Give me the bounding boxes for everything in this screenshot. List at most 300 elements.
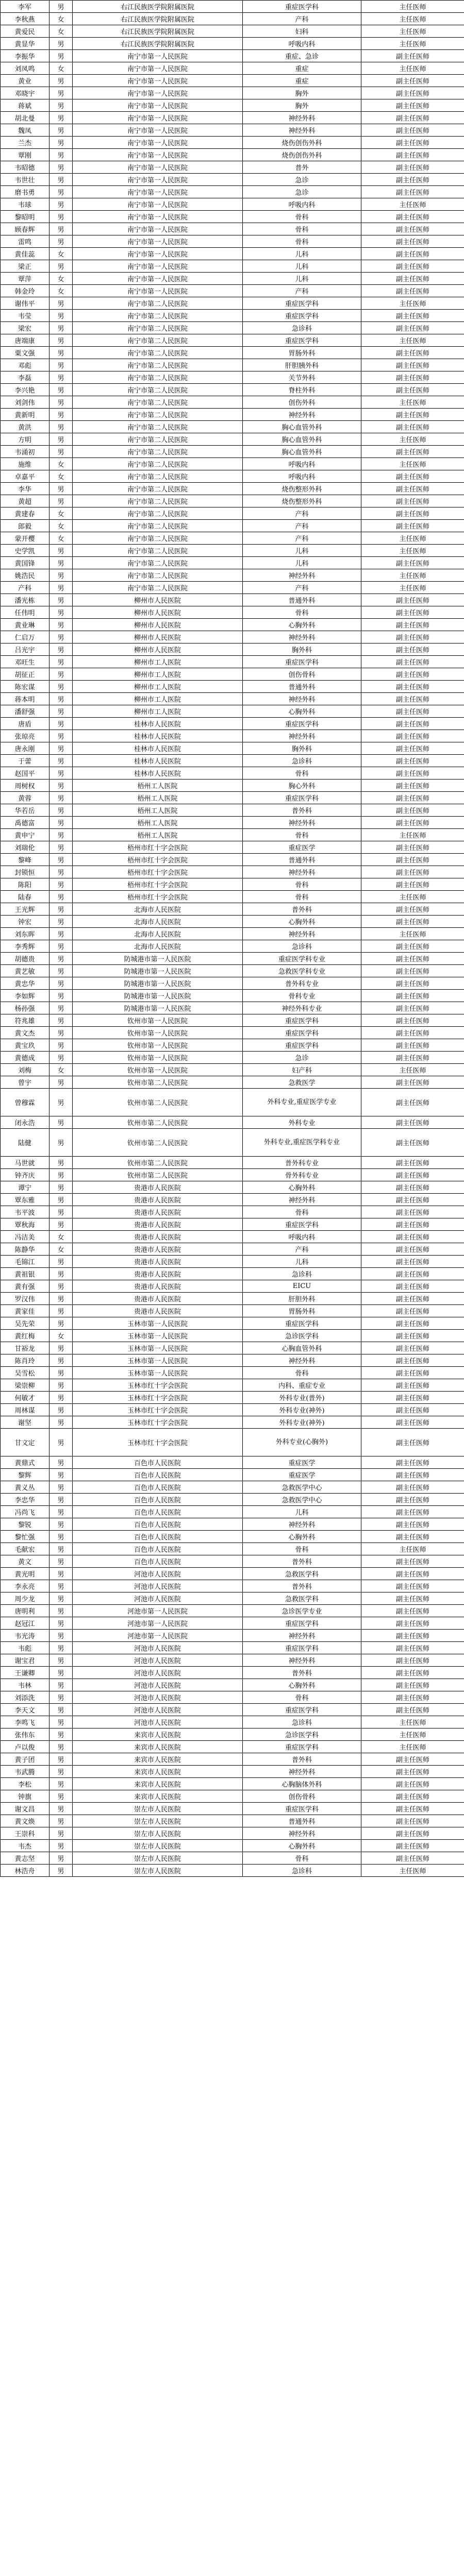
- title-cell: 副主任医师: [361, 421, 464, 433]
- gender-cell: 男: [49, 1654, 73, 1667]
- name-cell: 黄申宁: [1, 829, 49, 841]
- title-cell: 副主任医师: [361, 1354, 464, 1367]
- hospital-cell: 南宁市第一人民医院: [73, 235, 243, 248]
- table-row: [1, 1002, 464, 1014]
- table-row: [1, 594, 464, 606]
- title-cell: 副主任医师: [361, 1852, 464, 1865]
- gender-cell: 男: [49, 1766, 73, 1778]
- name-cell: 吴雪松: [1, 1367, 49, 1379]
- title-cell: 副主任医师: [361, 235, 464, 248]
- hospital-cell: 玉林市第一人民医院: [73, 1330, 243, 1342]
- hospital-cell: 钦州市第一人民医院: [73, 1039, 243, 1052]
- table-row: [1, 1741, 464, 1753]
- name-cell: 韦武腾: [1, 1766, 49, 1778]
- name-cell: 潘光栋: [1, 594, 49, 606]
- department-cell: 神经外科: [243, 1518, 361, 1531]
- title-cell: 副主任医师: [361, 174, 464, 186]
- name-cell: 封锁恒: [1, 866, 49, 878]
- gender-cell: 男: [49, 1367, 73, 1379]
- table-row: [1, 1592, 464, 1605]
- hospital-cell: 玉林市第一人民医院: [73, 1317, 243, 1330]
- department-cell: 神经外科: [243, 569, 361, 582]
- name-cell: 黄德成: [1, 1052, 49, 1064]
- department-cell: 外科专业(神外): [243, 1416, 361, 1429]
- department-cell: 普外科: [243, 1667, 361, 1679]
- hospital-cell: 南宁市第二人民医院: [73, 347, 243, 359]
- name-cell: 韦球: [1, 198, 49, 211]
- hospital-cell: 来宾市人民医院: [73, 1790, 243, 1803]
- department-cell: 外科专业(神外): [243, 1404, 361, 1416]
- department-cell: 重症医学科: [243, 792, 361, 804]
- gender-cell: 男: [49, 718, 73, 730]
- department-cell: 呼吸内科: [243, 1231, 361, 1243]
- name-cell: 胡北曼: [1, 112, 49, 124]
- department-cell: 急救医学科: [243, 1568, 361, 1580]
- name-cell: 周树权: [1, 779, 49, 792]
- name-cell: 黄义丛: [1, 1481, 49, 1494]
- department-cell: 重症医学科: [243, 1803, 361, 1815]
- hospital-cell: 柳州市人民医院: [73, 643, 243, 656]
- hospital-cell: 百色市人民医院: [73, 1531, 243, 1543]
- name-cell: 黄超: [1, 495, 49, 507]
- table-row: [1, 643, 464, 656]
- name-cell: 覃秋海: [1, 1218, 49, 1231]
- title-cell: 副主任医师: [361, 1790, 464, 1803]
- name-cell: 韦平波: [1, 1206, 49, 1218]
- gender-cell: 男: [49, 792, 73, 804]
- title-cell: 主任医师: [361, 396, 464, 409]
- name-cell: 罗汉伟: [1, 1293, 49, 1305]
- hospital-cell: 北海市人民医院: [73, 903, 243, 916]
- title-cell: 副主任医师: [361, 1317, 464, 1330]
- title-cell: 副主任医师: [361, 940, 464, 953]
- title-cell: 副主任医师: [361, 1827, 464, 1840]
- gender-cell: 男: [49, 384, 73, 396]
- table-row: [1, 507, 464, 520]
- gender-cell: 男: [49, 1002, 73, 1014]
- name-cell: 唐明利: [1, 1605, 49, 1617]
- department-cell: 重症医学科: [243, 1642, 361, 1654]
- table-row: [1, 693, 464, 705]
- title-cell: 副主任医师: [361, 149, 464, 161]
- hospital-cell: 右江民族医学院附属医院: [73, 25, 243, 38]
- table-row: [1, 1506, 464, 1518]
- hospital-cell: 河池市第一人民医院: [73, 1630, 243, 1642]
- gender-cell: 男: [49, 742, 73, 755]
- table-row: [1, 1617, 464, 1630]
- department-cell: 胸外: [243, 99, 361, 112]
- name-cell: 李天文: [1, 1704, 49, 1716]
- table-row: [1, 1342, 464, 1354]
- hospital-cell: 崇左市人民医院: [73, 1803, 243, 1815]
- gender-cell: 男: [49, 940, 73, 953]
- table-row: [1, 1815, 464, 1827]
- gender-cell: 男: [49, 1679, 73, 1691]
- gender-cell: 女: [49, 507, 73, 520]
- table-row: [1, 1305, 464, 1317]
- hospital-cell: 梧州市红十字会医院: [73, 866, 243, 878]
- hospital-cell: 来宾市人民医院: [73, 1741, 243, 1753]
- gender-cell: 男: [49, 359, 73, 371]
- gender-cell: 男: [49, 1617, 73, 1630]
- name-cell: 魏凤: [1, 124, 49, 137]
- name-cell: 钟齐庆: [1, 1169, 49, 1181]
- gender-cell: 男: [49, 1416, 73, 1429]
- hospital-cell: 钦州市第一人民医院: [73, 1014, 243, 1027]
- department-cell: 骨科: [243, 1206, 361, 1218]
- title-cell: 副主任医师: [361, 718, 464, 730]
- table-row: [1, 421, 464, 433]
- title-cell: 副主任医师: [361, 1206, 464, 1218]
- department-cell: 儿科: [243, 557, 361, 569]
- name-cell: 黄家佳: [1, 1305, 49, 1317]
- department-cell: 重症医学科: [243, 334, 361, 347]
- gender-cell: 男: [49, 371, 73, 384]
- table-row: [1, 1518, 464, 1531]
- name-cell: 施维: [1, 458, 49, 470]
- hospital-cell: 钦州市第二人民医院: [73, 1169, 243, 1181]
- table-row: [1, 137, 464, 149]
- title-cell: 副主任医师: [361, 347, 464, 359]
- gender-cell: 男: [49, 594, 73, 606]
- title-cell: 副主任医师: [361, 854, 464, 866]
- table-row: [1, 1469, 464, 1481]
- gender-cell: 男: [49, 1704, 73, 1716]
- hospital-cell: 南宁市第一人民医院: [73, 273, 243, 285]
- department-cell: 神经外科: [243, 1630, 361, 1642]
- table-row: [1, 1280, 464, 1293]
- department-cell: 急诊科: [243, 940, 361, 953]
- table-row: [1, 779, 464, 792]
- table-row: [1, 347, 464, 359]
- gender-cell: 男: [49, 619, 73, 631]
- department-cell: 产科: [243, 532, 361, 545]
- department-cell: 急诊科: [243, 1268, 361, 1280]
- hospital-cell: 南宁市第二人民医院: [73, 569, 243, 582]
- name-cell: 李如辉: [1, 990, 49, 1002]
- table-row: [1, 1116, 464, 1129]
- department-cell: 神经外科: [243, 928, 361, 940]
- department-cell: 神经外科: [243, 124, 361, 137]
- department-cell: 胃肠外科: [243, 347, 361, 359]
- title-cell: 副主任医师: [361, 1039, 464, 1052]
- department-cell: 急救医学: [243, 1076, 361, 1089]
- department-cell: 骨科: [243, 211, 361, 223]
- hospital-cell: 南宁市第二人民医院: [73, 507, 243, 520]
- department-cell: 重症: [243, 75, 361, 87]
- gender-cell: 男: [49, 977, 73, 990]
- department-cell: 心胸外科: [243, 1840, 361, 1852]
- gender-cell: 男: [49, 409, 73, 421]
- title-cell: 副主任医师: [361, 260, 464, 273]
- table-row: [1, 446, 464, 458]
- table-row: [1, 1429, 464, 1456]
- gender-cell: 男: [49, 1379, 73, 1392]
- title-cell: 副主任医师: [361, 1169, 464, 1181]
- department-cell: 神经外科: [243, 1766, 361, 1778]
- name-cell: 赵国平: [1, 767, 49, 779]
- name-cell: 杨孙强: [1, 1002, 49, 1014]
- hospital-cell: 河池市人民医院: [73, 1691, 243, 1704]
- name-cell: 韦杰: [1, 1840, 49, 1852]
- department-cell: 重症医学科: [243, 310, 361, 322]
- table-row: [1, 1494, 464, 1506]
- name-cell: 黄文杰: [1, 1027, 49, 1039]
- department-cell: 重症医学科: [243, 1617, 361, 1630]
- table-row: [1, 62, 464, 75]
- hospital-cell: 柳州市人民医院: [73, 631, 243, 643]
- title-cell: 副主任医师: [361, 1494, 464, 1506]
- title-cell: 主任医师: [361, 38, 464, 50]
- hospital-cell: 梧州工人医院: [73, 804, 243, 817]
- department-cell: 烧伤创伤外科: [243, 149, 361, 161]
- name-cell: 李华: [1, 483, 49, 495]
- title-cell: 主任医师: [361, 1728, 464, 1741]
- department-cell: 创伤外科: [243, 396, 361, 409]
- table-row: [1, 1679, 464, 1691]
- table-row: [1, 990, 464, 1002]
- hospital-cell: 右江民族医学院附属医院: [73, 38, 243, 50]
- gender-cell: 男: [49, 161, 73, 174]
- name-cell: 李磊: [1, 371, 49, 384]
- title-cell: 副主任医师: [361, 520, 464, 532]
- gender-cell: 男: [49, 1169, 73, 1181]
- table-row: [1, 1218, 464, 1231]
- table-row: [1, 1416, 464, 1429]
- gender-cell: 男: [49, 854, 73, 866]
- hospital-cell: 防城港市第一人民医院: [73, 977, 243, 990]
- title-cell: 副主任医师: [361, 322, 464, 334]
- name-cell: 胡征正: [1, 668, 49, 681]
- name-cell: 李军: [1, 1, 49, 13]
- name-cell: 毛锦江: [1, 1256, 49, 1268]
- department-cell: 急诊: [243, 174, 361, 186]
- gender-cell: 男: [49, 1667, 73, 1679]
- table-row: [1, 767, 464, 779]
- department-cell: 外科专业(心胸外): [243, 1429, 361, 1456]
- name-cell: 曾宇: [1, 1076, 49, 1089]
- table-row: [1, 1803, 464, 1815]
- title-cell: 副主任医师: [361, 755, 464, 767]
- gender-cell: 男: [49, 1778, 73, 1790]
- title-cell: 副主任医师: [361, 1116, 464, 1129]
- department-cell: 重症医学科: [243, 1027, 361, 1039]
- department-cell: 产科: [243, 1243, 361, 1256]
- department-cell: 重症: [243, 62, 361, 75]
- name-cell: 韦林: [1, 1679, 49, 1691]
- department-cell: 内科、重症专业: [243, 1379, 361, 1392]
- department-cell: 外科专业,重症医学专业: [243, 1089, 361, 1116]
- department-cell: 重症医学科: [243, 1, 361, 13]
- gender-cell: 男: [49, 1305, 73, 1317]
- title-cell: 副主任医师: [361, 1342, 464, 1354]
- department-cell: 骨外科专业: [243, 1169, 361, 1181]
- department-cell: 脊柱外科: [243, 384, 361, 396]
- hospital-cell: 贵港市人民医院: [73, 1206, 243, 1218]
- hospital-cell: 柳州市人民医院: [73, 619, 243, 631]
- department-cell: 儿科: [243, 545, 361, 557]
- hospital-cell: 桂林市人民医院: [73, 730, 243, 742]
- table-row: [1, 532, 464, 545]
- title-cell: 副主任医师: [361, 384, 464, 396]
- gender-cell: 男: [49, 953, 73, 965]
- gender-cell: 男: [49, 1039, 73, 1052]
- name-cell: 史学凯: [1, 545, 49, 557]
- name-cell: 卓嘉平: [1, 470, 49, 483]
- gender-cell: 男: [49, 1052, 73, 1064]
- gender-cell: 女: [49, 285, 73, 297]
- table-row: [1, 260, 464, 273]
- table-row: [1, 1827, 464, 1840]
- hospital-cell: 玉林市第一人民医院: [73, 1354, 243, 1367]
- table-row: [1, 1231, 464, 1243]
- table-row: [1, 458, 464, 470]
- name-cell: 黎忙强: [1, 1531, 49, 1543]
- name-cell: 钟宏: [1, 916, 49, 928]
- table-row: [1, 1555, 464, 1568]
- gender-cell: 女: [49, 470, 73, 483]
- table-row: [1, 1728, 464, 1741]
- title-cell: 副主任医师: [361, 656, 464, 668]
- hospital-cell: 柳州市工人医院: [73, 668, 243, 681]
- table-row: [1, 1543, 464, 1555]
- title-cell: 副主任医师: [361, 1014, 464, 1027]
- title-cell: 副主任医师: [361, 1429, 464, 1456]
- title-cell: 副主任医师: [361, 878, 464, 891]
- gender-cell: 男: [49, 557, 73, 569]
- title-cell: 主任医师: [361, 25, 464, 38]
- table-row: [1, 1716, 464, 1728]
- title-cell: 主任医师: [361, 13, 464, 25]
- department-cell: 重症、急诊: [243, 50, 361, 62]
- hospital-cell: 柳州市工人医院: [73, 656, 243, 668]
- table-row: [1, 1206, 464, 1218]
- title-cell: 副主任医师: [361, 1392, 464, 1404]
- hospital-cell: 柳州市人民医院: [73, 594, 243, 606]
- hospital-cell: 南宁市第二人民医院: [73, 532, 243, 545]
- hospital-cell: 梧州市红十字会医院: [73, 891, 243, 903]
- name-cell: 吕光宇: [1, 643, 49, 656]
- name-cell: 赵冠江: [1, 1617, 49, 1630]
- department-cell: 儿科: [243, 273, 361, 285]
- title-cell: 副主任医师: [361, 1654, 464, 1667]
- table-row: [1, 371, 464, 384]
- table-row: [1, 87, 464, 99]
- gender-cell: 男: [49, 631, 73, 643]
- hospital-cell: 钦州市第二人民医院: [73, 1076, 243, 1089]
- name-cell: 黄有强: [1, 1280, 49, 1293]
- table-row: [1, 359, 464, 371]
- hospital-cell: 柳州市工人医院: [73, 693, 243, 705]
- department-cell: 急诊科: [243, 322, 361, 334]
- title-cell: 副主任医师: [361, 1580, 464, 1592]
- title-cell: 副主任医师: [361, 248, 464, 260]
- title-cell: 副主任医师: [361, 507, 464, 520]
- department-cell: 骨科专业: [243, 990, 361, 1002]
- hospital-cell: 贵港市人民医院: [73, 1268, 243, 1280]
- hospital-cell: 防城港市第一人民医院: [73, 953, 243, 965]
- department-cell: 急救医学中心: [243, 1481, 361, 1494]
- title-cell: 副主任医师: [361, 124, 464, 137]
- title-cell: 副主任医师: [361, 1181, 464, 1194]
- title-cell: 副主任医师: [361, 75, 464, 87]
- name-cell: 邓晓宇: [1, 87, 49, 99]
- table-row: [1, 1778, 464, 1790]
- title-cell: 副主任医师: [361, 1052, 464, 1064]
- gender-cell: 男: [49, 1691, 73, 1704]
- name-cell: 闭永浩: [1, 1116, 49, 1129]
- staff-table-body: [1, 1, 464, 1877]
- title-cell: 副主任医师: [361, 916, 464, 928]
- table-row: [1, 1052, 464, 1064]
- department-cell: 呼吸内科: [243, 458, 361, 470]
- hospital-cell: 玉林市红十字会医院: [73, 1379, 243, 1392]
- table-row: [1, 285, 464, 297]
- table-row: [1, 1766, 464, 1778]
- hospital-cell: 河池市人民医院: [73, 1704, 243, 1716]
- name-cell: 韦昭德: [1, 161, 49, 174]
- name-cell: 周少龙: [1, 1592, 49, 1605]
- name-cell: 冯尚飞: [1, 1506, 49, 1518]
- hospital-cell: 崇左市人民医院: [73, 1815, 243, 1827]
- hospital-cell: 梧州工人医院: [73, 792, 243, 804]
- department-cell: 重症医学科: [243, 1317, 361, 1330]
- title-cell: 副主任医师: [361, 742, 464, 755]
- department-cell: 骨科: [243, 829, 361, 841]
- title-cell: 副主任医师: [361, 965, 464, 977]
- table-row: [1, 1392, 464, 1404]
- hospital-cell: 百色市人民医院: [73, 1555, 243, 1568]
- department-cell: 神经外科专业: [243, 1002, 361, 1014]
- table-row: [1, 248, 464, 260]
- hospital-cell: 来宾市人民医院: [73, 1753, 243, 1766]
- name-cell: 黄文焕: [1, 1815, 49, 1827]
- title-cell: 副主任医师: [361, 161, 464, 174]
- title-cell: 副主任医师: [361, 483, 464, 495]
- hospital-cell: 南宁市第一人民医院: [73, 124, 243, 137]
- name-cell: 黎峰: [1, 854, 49, 866]
- name-cell: 何敏才: [1, 1392, 49, 1404]
- hospital-cell: 南宁市第一人民医院: [73, 174, 243, 186]
- hospital-cell: 南宁市第二人民医院: [73, 371, 243, 384]
- hospital-cell: 南宁市第一人民医院: [73, 75, 243, 87]
- department-cell: 创伤骨科: [243, 1790, 361, 1803]
- department-cell: 神经外科: [243, 1827, 361, 1840]
- hospital-cell: 钦州市第一人民医院: [73, 1052, 243, 1064]
- hospital-cell: 防城港市第一人民医院: [73, 1002, 243, 1014]
- department-cell: 重症医学科: [243, 1014, 361, 1027]
- name-cell: 黄志坚: [1, 1852, 49, 1865]
- name-cell: 唐永刚: [1, 742, 49, 755]
- table-row: [1, 1580, 464, 1592]
- hospital-cell: 南宁市第一人民医院: [73, 99, 243, 112]
- name-cell: 李鸣飞: [1, 1716, 49, 1728]
- gender-cell: 男: [49, 1518, 73, 1531]
- name-cell: 张伟东: [1, 1728, 49, 1741]
- hospital-cell: 右江民族医学院附属医院: [73, 13, 243, 25]
- gender-cell: 男: [49, 1469, 73, 1481]
- hospital-cell: 河池市人民医院: [73, 1679, 243, 1691]
- hospital-cell: 南宁市第一人民医院: [73, 248, 243, 260]
- gender-cell: 男: [49, 545, 73, 557]
- title-cell: 副主任医师: [361, 779, 464, 792]
- gender-cell: 男: [49, 186, 73, 198]
- hospital-cell: 钦州市第二人民医院: [73, 1157, 243, 1169]
- hospital-cell: 贵港市人民医院: [73, 1231, 243, 1243]
- department-cell: 急诊科: [243, 1716, 361, 1728]
- gender-cell: 男: [49, 1, 73, 13]
- title-cell: 副主任医师: [361, 1256, 464, 1268]
